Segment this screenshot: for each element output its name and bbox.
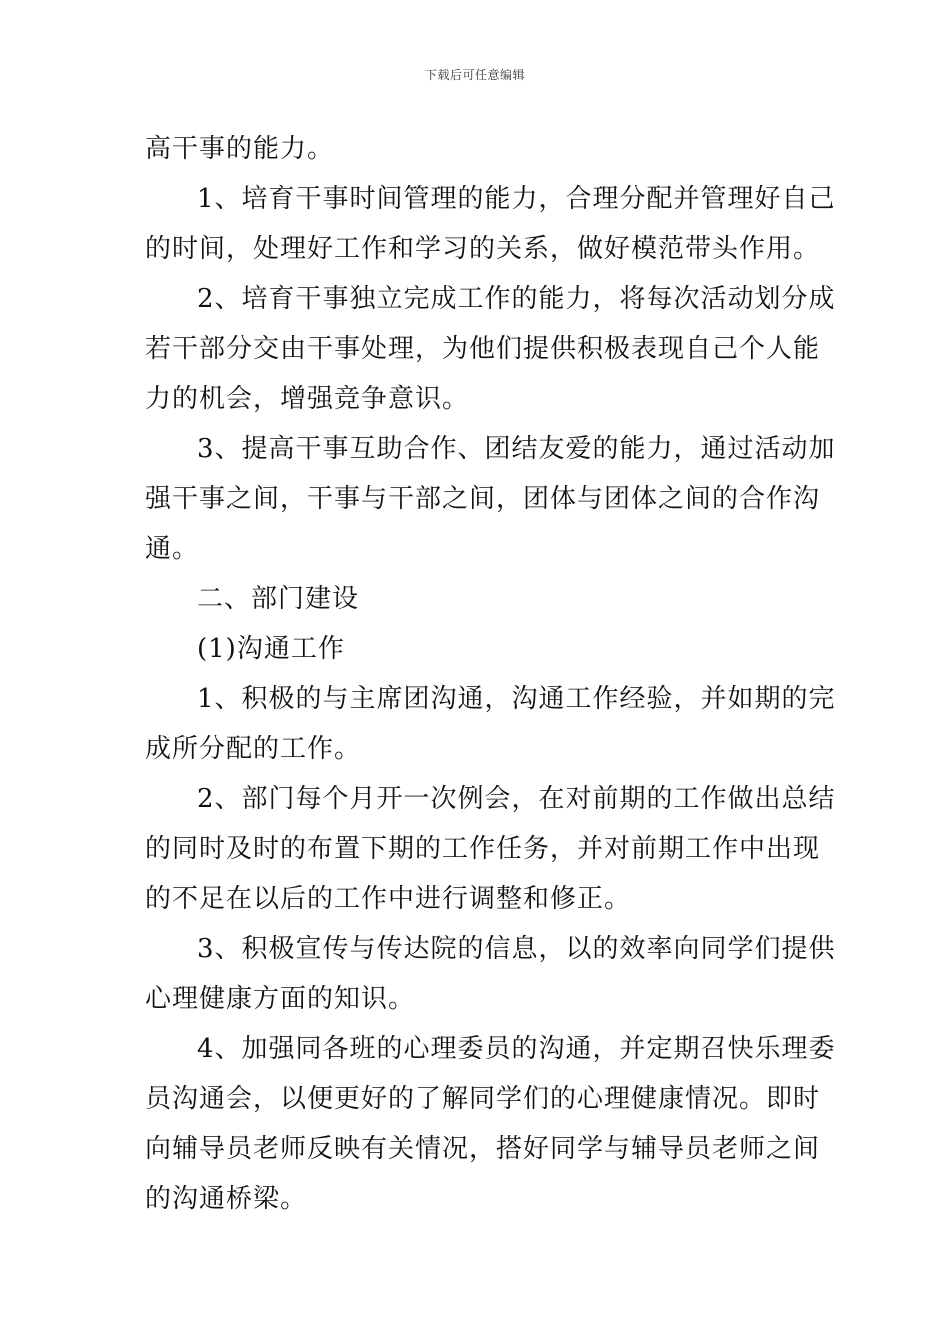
paragraph-line: 的沟通桥梁。 — [145, 1184, 308, 1214]
paragraph-line: 成所分配的工作。 — [145, 734, 362, 764]
paragraph-line: 2、培育干事独立完成工作的能力，将每次活动划分成 — [197, 284, 836, 314]
paragraph-line: 通。 — [145, 534, 200, 564]
section-heading: 二、部门建设 — [197, 584, 360, 614]
paragraph-line: 员沟通会，以便更好的了解同学们的心理健康情况。即时 — [145, 1084, 821, 1114]
paragraph-line: 高干事的能力。 — [145, 134, 335, 164]
subsection-heading: (1)沟通工作 — [197, 634, 345, 664]
paragraph-line: 力的机会，增强竞争意识。 — [145, 384, 470, 414]
document-body — [145, 130, 836, 1230]
paragraph-line: 向辅导员老师反映有关情况，搭好同学与辅导员老师之间 — [145, 1134, 821, 1164]
paragraph-line: 的不足在以后的工作中进行调整和修正。 — [145, 884, 632, 914]
paragraph-line: 若干部分交由干事处理，为他们提供积极表现自己个人能 — [145, 334, 821, 364]
paragraph-line: 3、提高干事互助合作、团结友爱的能力，通过活动加 — [197, 434, 836, 464]
paragraph-line: 的同时及时的布置下期的工作任务，并对前期工作中出现 — [145, 834, 821, 864]
paragraph-line: 心理健康方面的知识。 — [145, 984, 416, 1014]
paragraph-line: 4、加强同各班的心理委员的沟通，并定期召快乐理委 — [197, 1034, 836, 1064]
page-header: 下载后可任意编辑 — [424, 68, 525, 82]
paragraph-line: 2、部门每个月开一次例会，在对前期的工作做出总结 — [197, 784, 836, 814]
paragraph-line: 强干事之间，干事与干部之间，团体与团体之间的合作沟 — [145, 484, 821, 514]
paragraph-line: 的时间，处理好工作和学习的关系，做好模范带头作用。 — [145, 234, 821, 264]
paragraph-line: 1、积极的与主席团沟通，沟通工作经验，并如期的完 — [197, 684, 836, 714]
paragraph-line: 3、积极宣传与传达院的信息，以的效率向同学们提供 — [197, 934, 836, 964]
paragraph-line: 1、培育干事时间管理的能力，合理分配并管理好自己 — [197, 184, 836, 214]
